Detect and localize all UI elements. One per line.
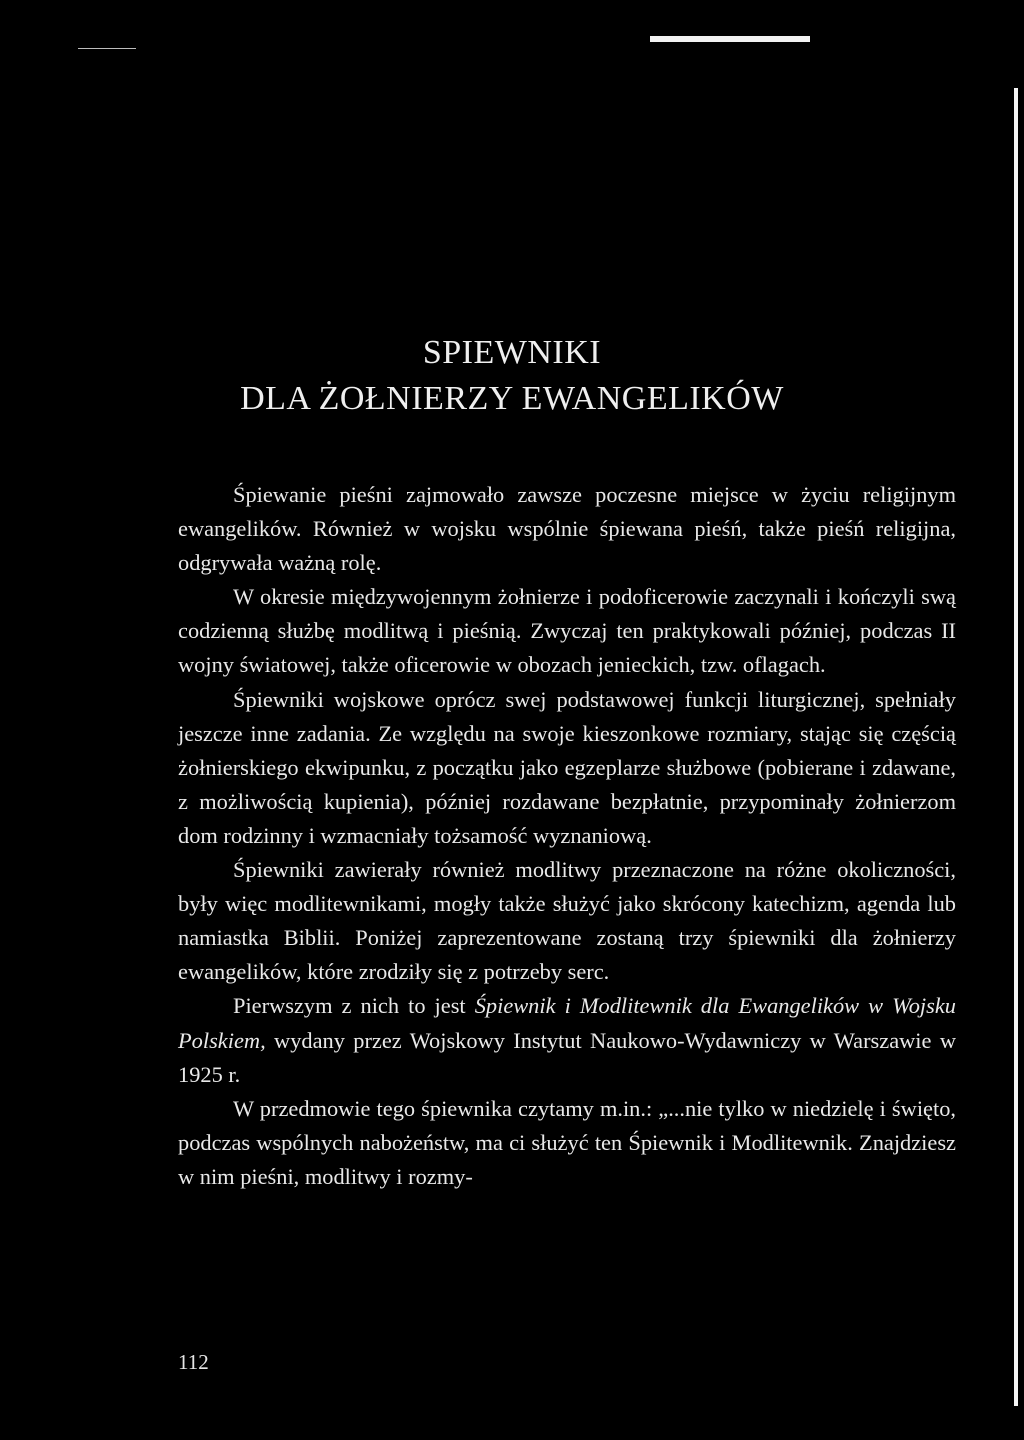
chapter-title-line-2: DLA ŻOŁNIERZY EWANGELIKÓW bbox=[240, 380, 784, 417]
paragraph: Śpiewanie pieśni zajmowało zawsze poczesne miejsce w życiu religijnym ewangelików. Również w wojsku wspólnie śpiewana pieśń, także pieśń religijna, odgrywała ważną rolę. bbox=[178, 482, 956, 576]
paragraph bbox=[178, 989, 956, 1091]
paragraph: Śpiewniki wojskowe oprócz swej podstawowej funkcji liturgicznej, spełniały jeszcze inne zadania. Ze względu na swoje kieszonkowe rozmiary, stając się częścią żołnierskiego ekwipunku, z początku jako egzeplarze służbowe (pobierane i zdawane, z możliwością kupienia), później rozdawane bezpłatnie, przypominały żołnierzom dom rodzinny i wzmacniały tożsamość wyznaniową. bbox=[178, 686, 956, 848]
page-number: 112 bbox=[178, 1350, 209, 1374]
book-title: Śpiewnik i Modlitewnik dla Ewangelików w Wojsku Polskiem, bbox=[178, 993, 956, 1053]
body-text bbox=[178, 478, 956, 1194]
paragraph-text: wydany przez Wojskowy Instytut Naukowo-Wydawniczy w Warszawie w 1925 r. bbox=[178, 1027, 956, 1087]
paragraph: W okresie międzywojennym żołnierze i podoficerowie zaczynali i kończyli swą codzienną służbę modlitwą i pieśnią. Zwyczaj ten praktykowali później, podczas II wojny światowej, także oficerowie w obozach jenieckich, tzw. oflagach. bbox=[178, 584, 956, 678]
page-edge-line bbox=[1014, 88, 1018, 1406]
top-right-rule bbox=[650, 36, 810, 42]
paragraph: Śpiewniki zawierały również modlitwy przeznaczone na różne okoliczności, były więc modlitewnikami, mogły także służyć jako skrócony katechizm, agenda lub namiastka Biblii. Poniżej zaprezentowane zostaną trzy śpiewniki dla żołnierzy ewangelików, które zrodziły się z potrzeby serc. bbox=[178, 857, 956, 985]
top-left-rule bbox=[78, 48, 136, 49]
chapter-title-line-1: SPIEWNIKI bbox=[422, 334, 602, 371]
paragraph-text: Pierwszym z nich to jest bbox=[233, 993, 475, 1019]
paragraph: W przedmowie tego śpiewnika czytamy m.in.: „...nie tylko w niedzielę i święto, podczas wspólnych nabożeństw, ma ci służyć ten Śpiewnik i Modlitewnik. Znajdziesz w nim pieśni, modlitwy i rozmy- bbox=[178, 1095, 956, 1189]
